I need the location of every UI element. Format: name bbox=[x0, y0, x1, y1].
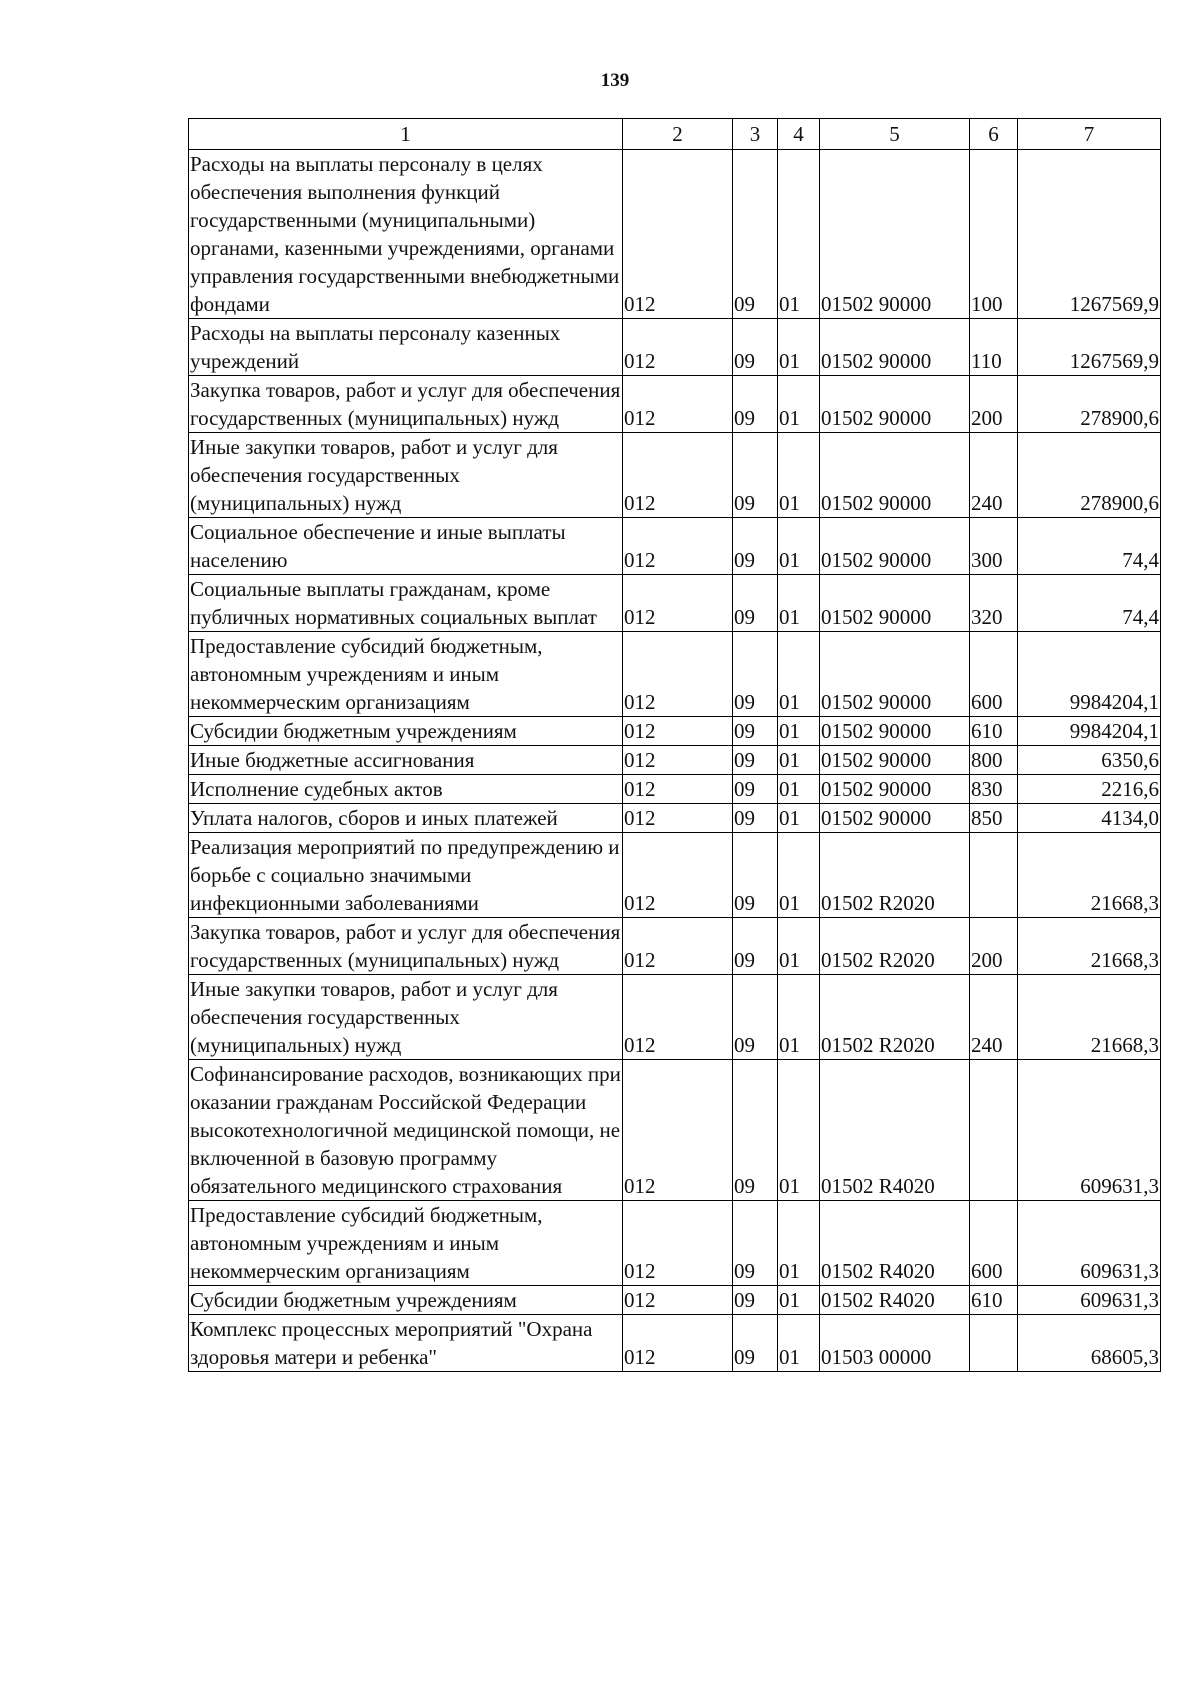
column-header: 4 bbox=[778, 119, 820, 150]
column-header: 2 bbox=[623, 119, 733, 150]
row-amount-cell: 4134,0 bbox=[1018, 804, 1161, 833]
row-code-4-cell: 01 bbox=[778, 775, 820, 804]
row-name-cell: Закупка товаров, работ и услуг для обеспечения государственных (муниципальных) нужд bbox=[189, 376, 623, 433]
table-row bbox=[189, 804, 1161, 833]
row-code-6-cell bbox=[970, 1315, 1018, 1372]
row-code-6-cell: 100 bbox=[970, 150, 1018, 319]
row-code-6-cell: 240 bbox=[970, 975, 1018, 1060]
row-code-2-cell: 012 bbox=[623, 975, 733, 1060]
row-code-6-cell: 600 bbox=[970, 1201, 1018, 1286]
row-code-5-cell: 01502 90000 bbox=[820, 376, 970, 433]
row-code-4-cell: 01 bbox=[778, 804, 820, 833]
table-row bbox=[189, 575, 1161, 632]
row-code-4-cell: 01 bbox=[778, 746, 820, 775]
row-code-6-cell: 830 bbox=[970, 775, 1018, 804]
row-name-cell: Предоставление субсидий бюджетным, автономным учреждениям и иным некоммерческим организациям bbox=[189, 632, 623, 717]
row-code-5-cell: 01502 90000 bbox=[820, 717, 970, 746]
row-code-5-cell: 01502 R2020 bbox=[820, 833, 970, 918]
row-code-2-cell: 012 bbox=[623, 746, 733, 775]
table-row bbox=[189, 376, 1161, 433]
row-code-3-cell: 09 bbox=[733, 918, 778, 975]
row-name-cell: Предоставление субсидий бюджетным, автономным учреждениям и иным некоммерческим организациям bbox=[189, 1201, 623, 1286]
row-code-5-cell: 01502 90000 bbox=[820, 433, 970, 518]
row-name-cell: Иные закупки товаров, работ и услуг для обеспечения государственных (муниципальных) нужд bbox=[189, 433, 623, 518]
budget-table bbox=[188, 118, 1161, 1372]
row-code-2-cell: 012 bbox=[623, 1060, 733, 1201]
row-code-2-cell: 012 bbox=[623, 1315, 733, 1372]
row-code-4-cell: 01 bbox=[778, 518, 820, 575]
row-code-5-cell: 01502 90000 bbox=[820, 632, 970, 717]
row-code-3-cell: 09 bbox=[733, 632, 778, 717]
table-header-row bbox=[189, 119, 1161, 150]
row-code-3-cell: 09 bbox=[733, 150, 778, 319]
row-name-cell: Социальное обеспечение и иные выплаты населению bbox=[189, 518, 623, 575]
row-name-cell: Закупка товаров, работ и услуг для обеспечения государственных (муниципальных) нужд bbox=[189, 918, 623, 975]
row-code-3-cell: 09 bbox=[733, 518, 778, 575]
column-header: 6 bbox=[970, 119, 1018, 150]
table-row bbox=[189, 717, 1161, 746]
row-code-4-cell: 01 bbox=[778, 918, 820, 975]
row-amount-cell: 1267569,9 bbox=[1018, 319, 1161, 376]
row-code-5-cell: 01502 90000 bbox=[820, 150, 970, 319]
row-code-4-cell: 01 bbox=[778, 433, 820, 518]
row-code-3-cell: 09 bbox=[733, 775, 778, 804]
row-name-cell: Расходы на выплаты персоналу казенных учреждений bbox=[189, 319, 623, 376]
row-code-3-cell: 09 bbox=[733, 804, 778, 833]
row-name-cell: Иные закупки товаров, работ и услуг для обеспечения государственных (муниципальных) нужд bbox=[189, 975, 623, 1060]
row-name-cell: Уплата налогов, сборов и иных платежей bbox=[189, 804, 623, 833]
row-amount-cell: 609631,3 bbox=[1018, 1060, 1161, 1201]
row-code-3-cell: 09 bbox=[733, 433, 778, 518]
row-code-6-cell: 110 bbox=[970, 319, 1018, 376]
table-row bbox=[189, 775, 1161, 804]
row-amount-cell: 74,4 bbox=[1018, 575, 1161, 632]
row-name-cell: Реализация мероприятий по предупреждению и борьбе с социально значимыми инфекционными заболеваниями bbox=[189, 833, 623, 918]
row-name-cell: Исполнение судебных актов bbox=[189, 775, 623, 804]
row-code-4-cell: 01 bbox=[778, 1315, 820, 1372]
row-code-4-cell: 01 bbox=[778, 717, 820, 746]
row-code-3-cell: 09 bbox=[733, 1201, 778, 1286]
row-code-6-cell: 800 bbox=[970, 746, 1018, 775]
row-code-5-cell: 01502 90000 bbox=[820, 319, 970, 376]
row-code-4-cell: 01 bbox=[778, 1286, 820, 1315]
row-code-2-cell: 012 bbox=[623, 833, 733, 918]
row-code-5-cell: 01502 R4020 bbox=[820, 1201, 970, 1286]
row-code-3-cell: 09 bbox=[733, 575, 778, 632]
row-code-6-cell: 610 bbox=[970, 717, 1018, 746]
row-code-6-cell: 850 bbox=[970, 804, 1018, 833]
row-amount-cell: 9984204,1 bbox=[1018, 717, 1161, 746]
table-row bbox=[189, 150, 1161, 319]
row-amount-cell: 2216,6 bbox=[1018, 775, 1161, 804]
row-name-cell: Расходы на выплаты персоналу в целях обеспечения выполнения функций государственными (муниципальными) органами, казенными учреждениями, органами управления государственными внебюджетными фондами bbox=[189, 150, 623, 319]
row-code-6-cell: 600 bbox=[970, 632, 1018, 717]
row-code-6-cell bbox=[970, 833, 1018, 918]
row-code-6-cell bbox=[970, 1060, 1018, 1201]
row-name-cell: Софинансирование расходов, возникающих при оказании гражданам Российской Федерации высокотехнологичной медицинской помощи, не включенной в базовую программу обязательного медицинского страхования bbox=[189, 1060, 623, 1201]
row-code-6-cell: 200 bbox=[970, 918, 1018, 975]
row-code-6-cell: 300 bbox=[970, 518, 1018, 575]
table-row bbox=[189, 1315, 1161, 1372]
table-row bbox=[189, 1201, 1161, 1286]
table-row bbox=[189, 975, 1161, 1060]
row-name-cell: Социальные выплаты гражданам, кроме публичных нормативных социальных выплат bbox=[189, 575, 623, 632]
row-amount-cell: 21668,3 bbox=[1018, 833, 1161, 918]
row-code-3-cell: 09 bbox=[733, 746, 778, 775]
table-row bbox=[189, 1060, 1161, 1201]
row-code-3-cell: 09 bbox=[733, 1315, 778, 1372]
row-code-3-cell: 09 bbox=[733, 1286, 778, 1315]
row-code-4-cell: 01 bbox=[778, 319, 820, 376]
row-code-5-cell: 01502 R4020 bbox=[820, 1286, 970, 1315]
row-code-4-cell: 01 bbox=[778, 833, 820, 918]
column-header: 5 bbox=[820, 119, 970, 150]
row-code-2-cell: 012 bbox=[623, 1286, 733, 1315]
row-code-6-cell: 200 bbox=[970, 376, 1018, 433]
table-row bbox=[189, 433, 1161, 518]
row-code-4-cell: 01 bbox=[778, 632, 820, 717]
row-code-5-cell: 01502 R4020 bbox=[820, 1060, 970, 1201]
column-header: 7 bbox=[1018, 119, 1161, 150]
row-code-6-cell: 240 bbox=[970, 433, 1018, 518]
row-code-2-cell: 012 bbox=[623, 775, 733, 804]
column-header: 3 bbox=[733, 119, 778, 150]
row-amount-cell: 21668,3 bbox=[1018, 918, 1161, 975]
row-name-cell: Комплекс процессных мероприятий "Охрана здоровья матери и ребенка" bbox=[189, 1315, 623, 1372]
row-code-5-cell: 01502 90000 bbox=[820, 804, 970, 833]
row-code-2-cell: 012 bbox=[623, 717, 733, 746]
row-code-5-cell: 01502 R2020 bbox=[820, 975, 970, 1060]
row-code-5-cell: 01502 R2020 bbox=[820, 918, 970, 975]
row-amount-cell: 1267569,9 bbox=[1018, 150, 1161, 319]
row-code-5-cell: 01502 90000 bbox=[820, 575, 970, 632]
row-amount-cell: 609631,3 bbox=[1018, 1201, 1161, 1286]
table-row bbox=[189, 746, 1161, 775]
table-row bbox=[189, 632, 1161, 717]
row-code-4-cell: 01 bbox=[778, 150, 820, 319]
row-code-3-cell: 09 bbox=[733, 376, 778, 433]
row-name-cell: Субсидии бюджетным учреждениям bbox=[189, 717, 623, 746]
row-code-4-cell: 01 bbox=[778, 575, 820, 632]
table-row bbox=[189, 518, 1161, 575]
row-code-2-cell: 012 bbox=[623, 918, 733, 975]
row-code-4-cell: 01 bbox=[778, 1060, 820, 1201]
table-row bbox=[189, 1286, 1161, 1315]
row-code-2-cell: 012 bbox=[623, 376, 733, 433]
row-code-2-cell: 012 bbox=[623, 804, 733, 833]
row-code-2-cell: 012 bbox=[623, 518, 733, 575]
row-amount-cell: 74,4 bbox=[1018, 518, 1161, 575]
row-code-3-cell: 09 bbox=[733, 1060, 778, 1201]
row-code-6-cell: 320 bbox=[970, 575, 1018, 632]
row-code-4-cell: 01 bbox=[778, 1201, 820, 1286]
row-amount-cell: 6350,6 bbox=[1018, 746, 1161, 775]
row-amount-cell: 9984204,1 bbox=[1018, 632, 1161, 717]
row-code-2-cell: 012 bbox=[623, 150, 733, 319]
row-amount-cell: 21668,3 bbox=[1018, 975, 1161, 1060]
row-code-2-cell: 012 bbox=[623, 632, 733, 717]
page-number: 139 bbox=[600, 70, 630, 91]
row-code-4-cell: 01 bbox=[778, 376, 820, 433]
row-name-cell: Иные бюджетные ассигнования bbox=[189, 746, 623, 775]
row-code-2-cell: 012 bbox=[623, 575, 733, 632]
table-row bbox=[189, 918, 1161, 975]
table-row bbox=[189, 319, 1161, 376]
row-code-5-cell: 01502 90000 bbox=[820, 518, 970, 575]
row-code-5-cell: 01503 00000 bbox=[820, 1315, 970, 1372]
row-amount-cell: 68605,3 bbox=[1018, 1315, 1161, 1372]
row-code-3-cell: 09 bbox=[733, 717, 778, 746]
column-header: 1 bbox=[189, 119, 623, 150]
row-code-2-cell: 012 bbox=[623, 319, 733, 376]
row-name-cell: Субсидии бюджетным учреждениям bbox=[189, 1286, 623, 1315]
row-code-2-cell: 012 bbox=[623, 433, 733, 518]
row-code-6-cell: 610 bbox=[970, 1286, 1018, 1315]
table-row bbox=[189, 833, 1161, 918]
row-code-4-cell: 01 bbox=[778, 975, 820, 1060]
row-amount-cell: 278900,6 bbox=[1018, 376, 1161, 433]
row-code-3-cell: 09 bbox=[733, 833, 778, 918]
row-code-2-cell: 012 bbox=[623, 1201, 733, 1286]
row-code-5-cell: 01502 90000 bbox=[820, 775, 970, 804]
row-code-3-cell: 09 bbox=[733, 319, 778, 376]
row-code-3-cell: 09 bbox=[733, 975, 778, 1060]
row-amount-cell: 609631,3 bbox=[1018, 1286, 1161, 1315]
row-amount-cell: 278900,6 bbox=[1018, 433, 1161, 518]
row-code-5-cell: 01502 90000 bbox=[820, 746, 970, 775]
